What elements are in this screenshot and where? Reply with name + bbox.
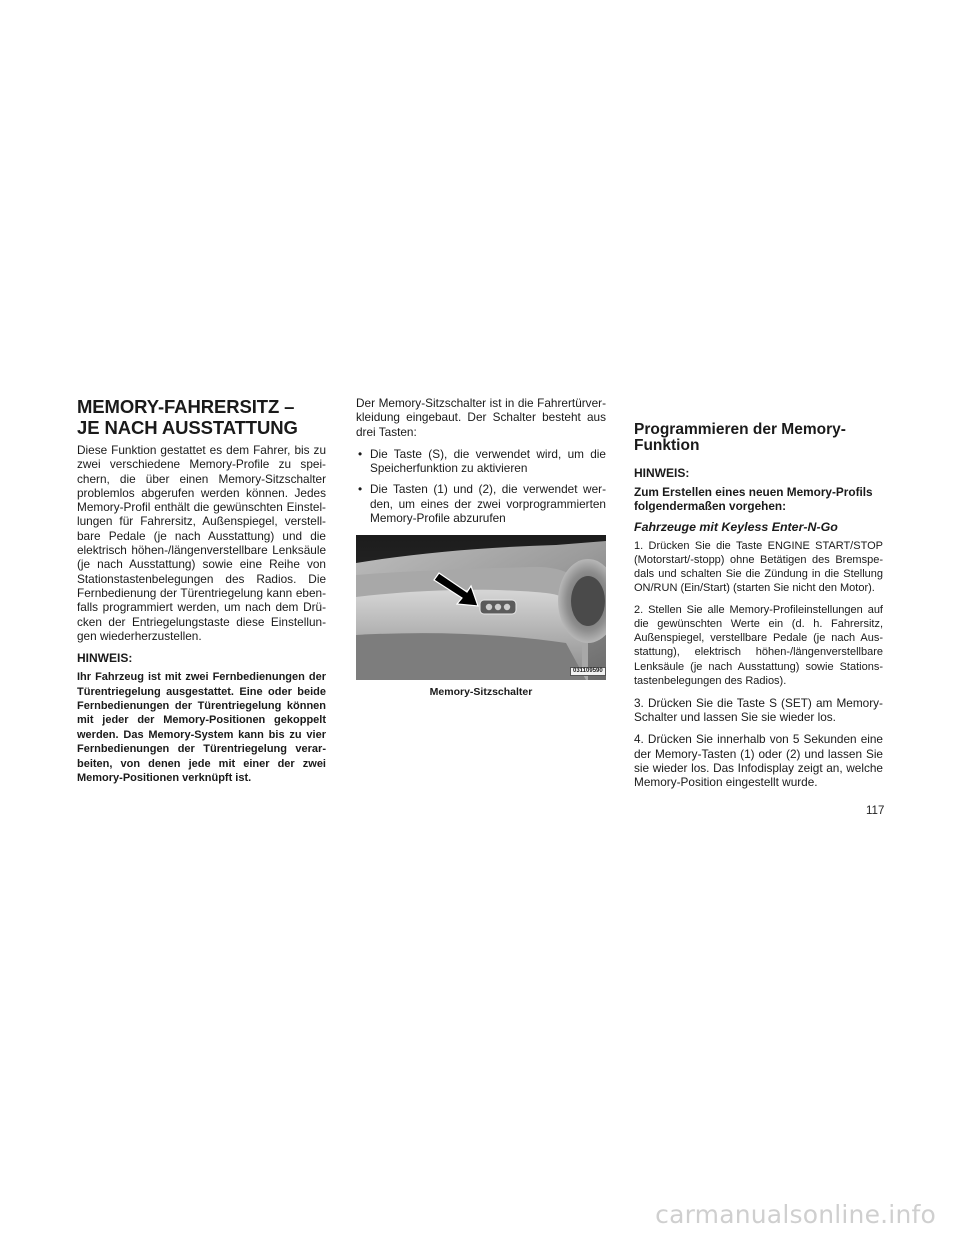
column-3: [634, 396, 883, 798]
note-label: HINWEIS:: [634, 466, 690, 480]
column-2: [356, 396, 606, 699]
subsection-heading-line-1: Programmieren der Memory-: [634, 421, 846, 438]
list-item: [356, 447, 606, 476]
note-text: Ihr Fahrzeug ist mit zwei Fernbedienungen der Türentriegelung ausgestattet. Eine oder beide Fernbedienungen der Türentriegelung können mit jeder der Memory-Positionen gekoppelt werden. Das Memory-System kann bis zu vier Fernbedienungen der Türentriegelung verar-beiten, von denen jede mit einer der zwei Memory-Positionen verknüpft ist.: [77, 671, 326, 784]
step-2: 2. Stellen Sie alle Memory-Profileinstellungen auf die gewünschten Werte ein (d. h. Fahrersitz, Außenspiegel, verstellbare Pedale (je nach Aus-stattung), elektrisch höhen-/längenverstellbare Lenksäule (je nach Ausstattung) sowie Stations-tastenbelegungen des Radios).: [634, 604, 883, 687]
step-3: 3. Drücken Sie die Taste S (SET) am Memory-Schalter und lassen Sie sie wieder los.: [634, 695, 883, 725]
button-list: [356, 447, 606, 525]
bullet-icon: •: [358, 482, 363, 497]
step-4: 4. Drücken Sie innerhalb von 5 Sekunden eine der Memory-Tasten (1) oder (2) und lassen Sie sie wieder los. Das Infodisplay zeigt an, welche Memory-Position eingestellt wurde.: [634, 732, 883, 790]
watermark: carmanualsonline.info: [655, 1200, 936, 1229]
list-item: [356, 482, 606, 525]
door-panel-illustration: [356, 535, 606, 680]
bullet-icon: •: [358, 446, 363, 461]
column-1: [77, 396, 326, 785]
page-number: 117: [866, 805, 885, 817]
heading-line-2: JE NACH AUSSTATTUNG: [77, 417, 298, 438]
subsection-heading: [634, 422, 883, 454]
heading-line-1: MEMORY-FAHRERSITZ –: [77, 396, 295, 417]
list-item-text: Die Taste (S), die verwendet wird, um die Speicherfunktion zu aktivieren: [370, 446, 606, 476]
intro-paragraph: Diese Funktion gestattet es dem Fahrer, bis zu zwei verschiedene Memory-Profile zu spei-chern, die über einen Memory-Sitzschalter problemlos abgerufen werden können. Jedes Memory-Profil enthält die gewünschten Einstel-lungen für Fahrersitz, Außenspiegel, verstell-bare Pedale (je nach Ausstattung) und die elektrisch höhen-/längenverstellbare Lenksäule (je nach Ausstattung) sowie eine Reihe von Stationstastenbelegungen des Radios. Die Fernbedienung der Türentriegelung kann eben-falls programmiert werden, um nach dem Drü-cken der Entriegelungstaste diese Einstellun-gen wiederherzustellen.: [77, 443, 326, 643]
note-text: Zum Erstellen eines neuen Memory-Profils folgendermaßen vorgehen:: [634, 485, 873, 514]
subsection-heading-line-2: Funktion: [634, 437, 700, 454]
figure-code: 031109590: [570, 667, 606, 676]
note-label: HINWEIS:: [77, 651, 133, 666]
memory-switch-figure: [356, 535, 606, 680]
switch-intro-paragraph: Der Memory-Sitzschalter ist in die Fahrertürver-kleidung eingebaut. Der Schalter besteht aus drei Tasten:: [356, 396, 606, 439]
section-heading: [77, 396, 326, 438]
figure-caption: Memory-Sitzschalter: [429, 686, 533, 699]
vehicle-variant-heading: Fahrzeuge mit Keyless Enter-N-Go: [634, 519, 838, 534]
step-1: 1. Drücken Sie die Taste ENGINE START/STOP (Motorstart/-stopp) ohne Betätigen des Bremspe-dals und schalten Sie die Zündung in die Stellung ON/RUN (Ein/Start) (starten Sie nicht den Motor).: [634, 539, 883, 595]
list-item-text: Die Tasten (1) und (2), die verwendet wer-den, um eines der zwei vorprogrammierten Memory-Profile abzurufen: [370, 482, 606, 526]
